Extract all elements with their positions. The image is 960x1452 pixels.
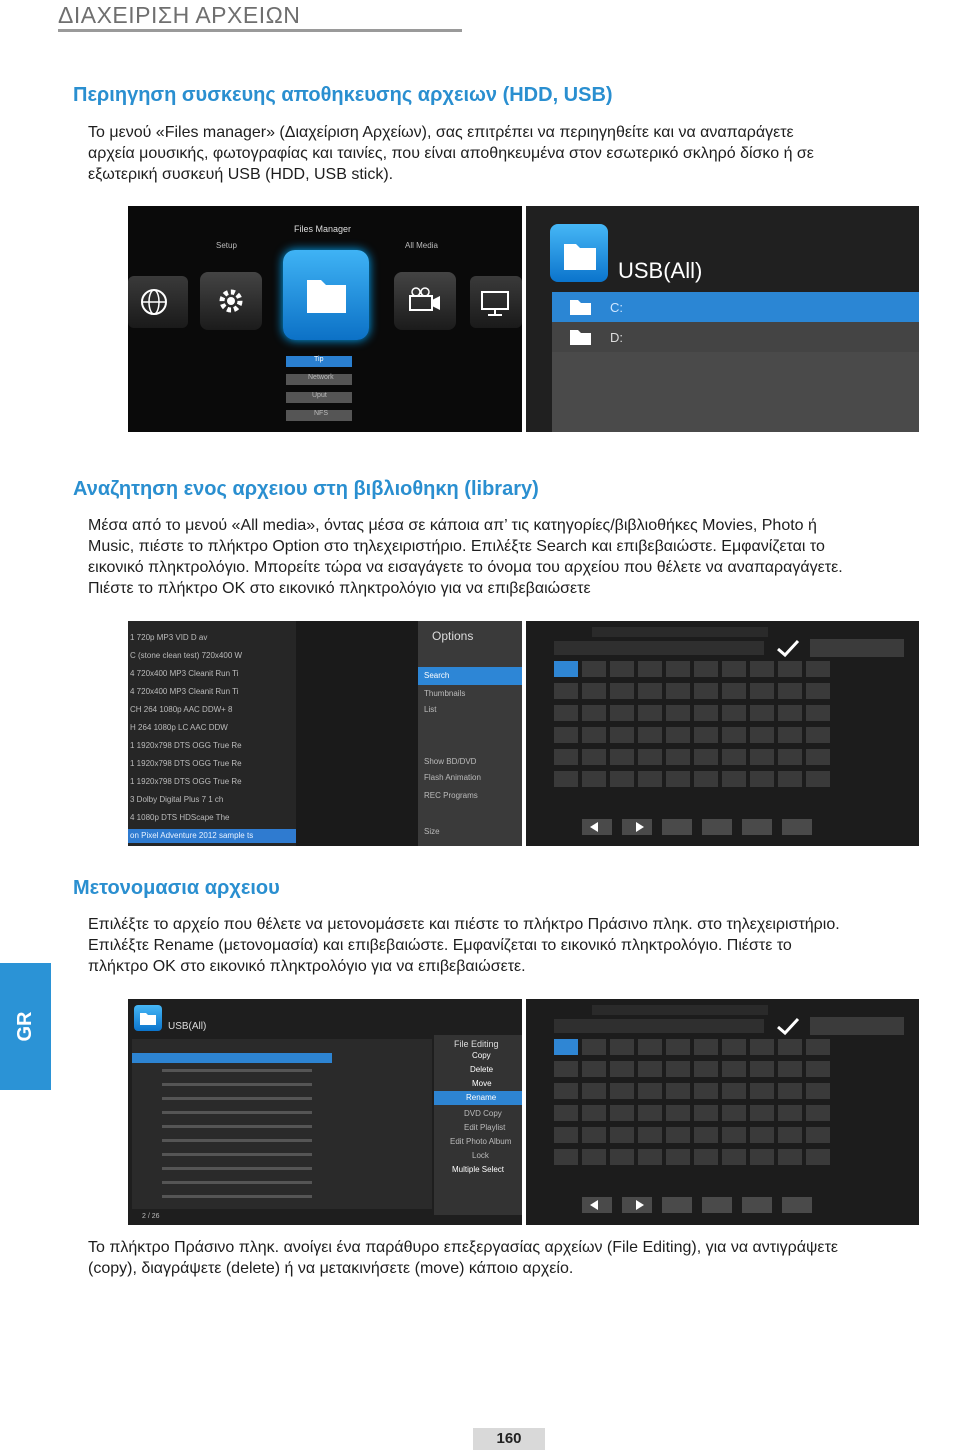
drive-label: D:	[610, 330, 623, 345]
submenu-item-active[interactable]	[286, 356, 352, 367]
section-rename-text	[88, 914, 840, 977]
file-edit-option[interactable]: Delete	[470, 1065, 494, 1074]
section-title-browse: Περιηγηση συσκευης αποθηκευσης αρχειων (HDD, USB)	[73, 84, 613, 106]
folder-icon	[283, 250, 369, 340]
gear-icon	[200, 272, 262, 330]
usb-title: USB(All)	[618, 258, 703, 283]
keyboard-screenshot-rename	[526, 999, 919, 1225]
keyboard-input-field[interactable]	[592, 627, 768, 637]
file-list-item[interactable]: 1 1920x798 DTS OGG True Re	[130, 759, 242, 768]
page-header	[58, 0, 462, 32]
files-manager-screenshot	[128, 206, 522, 432]
file-list-item[interactable]	[162, 1167, 312, 1170]
option-item[interactable]: Size	[424, 827, 440, 836]
drive-row[interactable]	[552, 322, 919, 352]
keyboard-text-box[interactable]	[554, 1019, 764, 1033]
option-search[interactable]	[418, 667, 522, 685]
options-panel	[418, 621, 522, 846]
file-edit-option-selected[interactable]	[434, 1091, 522, 1105]
files-manager-tile[interactable]	[283, 250, 369, 340]
file-list-item[interactable]: 4 720x400 MP3 Cleanit Run Ti	[130, 687, 239, 696]
file-list-item[interactable]: 1 1920x798 DTS OGG True Re	[130, 741, 242, 750]
file-list-item[interactable]: 1 720p MP3 VID D av	[130, 633, 208, 642]
keyboard-bottom-row	[582, 1197, 812, 1217]
paragraph-line: Επιλέξτε το αρχείο που θέλετε να μετονομάσετε και πιέστε το πλήκτρο Πράσινο πληκ. στο τηλεχειριστήριο.	[88, 916, 840, 933]
keyboard-grid	[554, 661, 894, 821]
paragraph-line: αρχεία μουσικής, φωτογραφίας και ταινίες, που είναι αποθηκευμένα στον εσωτερικό σκληρό δίσκο ή σε	[88, 145, 814, 162]
file-list-item[interactable]	[162, 1069, 312, 1072]
file-editing-screenshot	[128, 999, 522, 1225]
usb-folder-tile	[550, 224, 608, 282]
folder-icon	[134, 1005, 162, 1031]
submenu-item-label: Network	[308, 374, 334, 381]
submenu-item[interactable]	[286, 410, 352, 421]
section-search-text	[88, 515, 843, 599]
file-list-item-selected[interactable]	[132, 1053, 332, 1063]
ok-button[interactable]	[772, 635, 804, 661]
ok-button[interactable]	[772, 1013, 804, 1039]
file-list-item[interactable]: C (stone clean test) 720x400 W	[130, 651, 243, 660]
drive-row-selected[interactable]	[552, 292, 919, 322]
all-media-tile[interactable]	[394, 272, 456, 330]
page-header-title: ΔΙΑΧΕΙΡΙΣΗ ΑΡΧΕΙΩΝ	[58, 2, 301, 28]
file-list-item[interactable]: CH 264 1080p AAC DDW+ 8	[130, 705, 233, 714]
options-title: Options	[432, 629, 474, 643]
delete-all-button[interactable]	[810, 639, 904, 657]
file-edit-option[interactable]: Edit Playlist	[464, 1123, 506, 1132]
file-list-item[interactable]	[162, 1153, 312, 1156]
file-list-item[interactable]: 1 1920x798 DTS OGG True Re	[130, 777, 242, 786]
keyboard-screenshot	[526, 621, 919, 846]
file-list-item-selected[interactable]	[128, 829, 296, 843]
paragraph-line: εξωτερική συσκευή USB (HDD, USB stick).	[88, 166, 394, 183]
paragraph-line: Επιλέξτε Rename (μετονομασία) και επιβεβαιώστε. Εμφανίζεται το εικονικό πληκτρολόγιο. Πιέστε το	[88, 937, 792, 954]
page-indicator: 2 / 26	[142, 1213, 160, 1220]
option-item[interactable]: Show BD/DVD	[424, 757, 477, 766]
file-list-item[interactable]: 3 Dolby Digital Plus 7 1 ch	[130, 795, 224, 804]
section-title-rename: Μετονομασια αρχειου	[73, 877, 280, 899]
language-tab-label: GR	[14, 1011, 36, 1042]
files-manager-title: Files Manager	[294, 224, 352, 234]
file-edit-option[interactable]: Copy	[472, 1051, 491, 1060]
tv-tile[interactable]	[470, 276, 522, 328]
globe-icon	[128, 276, 188, 328]
file-list-item[interactable]	[162, 1111, 312, 1114]
video-camera-icon	[394, 272, 456, 330]
folder-icon	[568, 328, 592, 346]
setup-label: Setup	[216, 241, 237, 250]
file-editing-title: File Editing	[454, 1039, 499, 1049]
file-edit-option[interactable]: DVD Copy	[464, 1109, 502, 1118]
file-list-item[interactable]	[162, 1097, 312, 1100]
footer-note	[88, 1237, 838, 1279]
folder-icon	[550, 224, 608, 282]
paragraph-line: Το πλήκτρο Πράσινο πληκ. ανοίγει ένα παράθυρο επεξεργασίας αρχείων (File Editing), για να αντιγράψετε	[88, 1239, 839, 1256]
file-list-item[interactable]	[162, 1181, 312, 1184]
file-list-item[interactable]	[162, 1083, 312, 1086]
section-browse-text	[88, 122, 814, 185]
file-edit-option-label: Rename	[466, 1093, 497, 1102]
checkmark-icon	[772, 1013, 804, 1039]
paragraph-line: Πιέστε το πλήκτρο ΟΚ στο εικονικό πληκτρολόγιο για να επιβεβαιώσετε	[88, 580, 591, 597]
option-item[interactable]: Thumbnails	[424, 689, 466, 698]
submenu-item-label: NFS	[314, 410, 328, 417]
file-edit-option[interactable]: Lock	[472, 1151, 489, 1160]
usb-folder-tile	[134, 1005, 162, 1031]
file-list-item-label: on Pixel Adventure 2012 sample ts	[130, 831, 254, 840]
file-edit-option[interactable]: Move	[472, 1079, 492, 1088]
usb-all-screenshot	[526, 206, 919, 432]
all-media-label: All Media	[405, 241, 438, 250]
keyboard-bottom-row	[582, 819, 812, 839]
network-tile[interactable]	[128, 276, 188, 328]
keyboard-input-field[interactable]	[592, 1005, 768, 1015]
usb-title: USB(All)	[168, 1021, 207, 1032]
paragraph-line: εικονικό πληκτρολόγιο. Μπορείτε τώρα να εισαγάγετε το όνομα του αρχείου που θέλετε να αναπαραγάγετε.	[88, 559, 843, 576]
file-edit-option[interactable]: Edit Photo Album	[450, 1137, 512, 1146]
page-number: 160	[473, 1428, 545, 1450]
file-list-panel	[128, 621, 296, 846]
section-title-search: Αναζητηση ενος αρχειου στη βιβλιοθηκη (library)	[73, 478, 539, 500]
paragraph-line: Μέσα από το μενού «All media», όντας μέσα σε κάποια απ’ τις κατηγορίες/βιβλιοθήκες Movies, Photo ή	[88, 517, 817, 534]
checkmark-icon	[772, 635, 804, 661]
language-tab	[0, 963, 51, 1090]
file-list-panel	[132, 1039, 432, 1209]
setup-tile[interactable]	[200, 272, 262, 330]
file-list-item[interactable]	[162, 1125, 312, 1128]
drive-label: C:	[610, 300, 623, 315]
submenu-item-label: Uput	[312, 392, 327, 399]
file-list-item[interactable]: H 264 1080p LC AAC DDW	[130, 723, 228, 732]
option-item[interactable]: List	[424, 705, 437, 714]
delete-all-button[interactable]	[810, 1017, 904, 1035]
submenu-item-label: Tip	[314, 356, 324, 363]
file-list-item[interactable]	[162, 1139, 312, 1142]
paragraph-line: Το μενού «Files manager» (Διαχείριση Αρχείων), σας επιτρέπει να περιηγηθείτε και να αναπαράγετε	[88, 124, 794, 141]
monitor-icon	[470, 276, 522, 328]
submenu-item[interactable]	[286, 374, 352, 385]
file-editing-menu	[434, 1035, 522, 1215]
option-label: Search	[424, 671, 450, 680]
keyboard-text-box[interactable]	[554, 641, 764, 655]
file-list-item[interactable]: 4 720x400 MP3 Cleanit Run Ti	[130, 669, 239, 678]
file-list-item[interactable]	[162, 1195, 312, 1198]
option-item[interactable]: Flash Animation	[424, 773, 481, 782]
option-item[interactable]: REC Programs	[424, 791, 478, 800]
file-edit-option[interactable]: Multiple Select	[452, 1165, 505, 1174]
folder-icon	[568, 298, 592, 316]
paragraph-line: πλήκτρο ΟΚ στο εικονικό πληκτρολόγιο για να επιβεβαιώσετε.	[88, 958, 526, 975]
paragraph-line: Music, πιέστε το πλήκτρο Option στο τηλεχειριστήριο. Επιλέξτε Search και επιβεβαιώστε. Εμφανίζεται το	[88, 538, 825, 555]
keyboard-grid	[554, 1039, 894, 1199]
drive-list-empty-area	[552, 352, 919, 432]
file-list-item[interactable]: 4 1080p DTS HDScape The	[130, 813, 230, 822]
options-screenshot	[128, 621, 522, 846]
paragraph-line: (copy), διαγράψετε (delete) ή να μετακινήσετε (move) κάποιο αρχείο.	[88, 1260, 574, 1277]
submenu-item[interactable]	[286, 392, 352, 403]
